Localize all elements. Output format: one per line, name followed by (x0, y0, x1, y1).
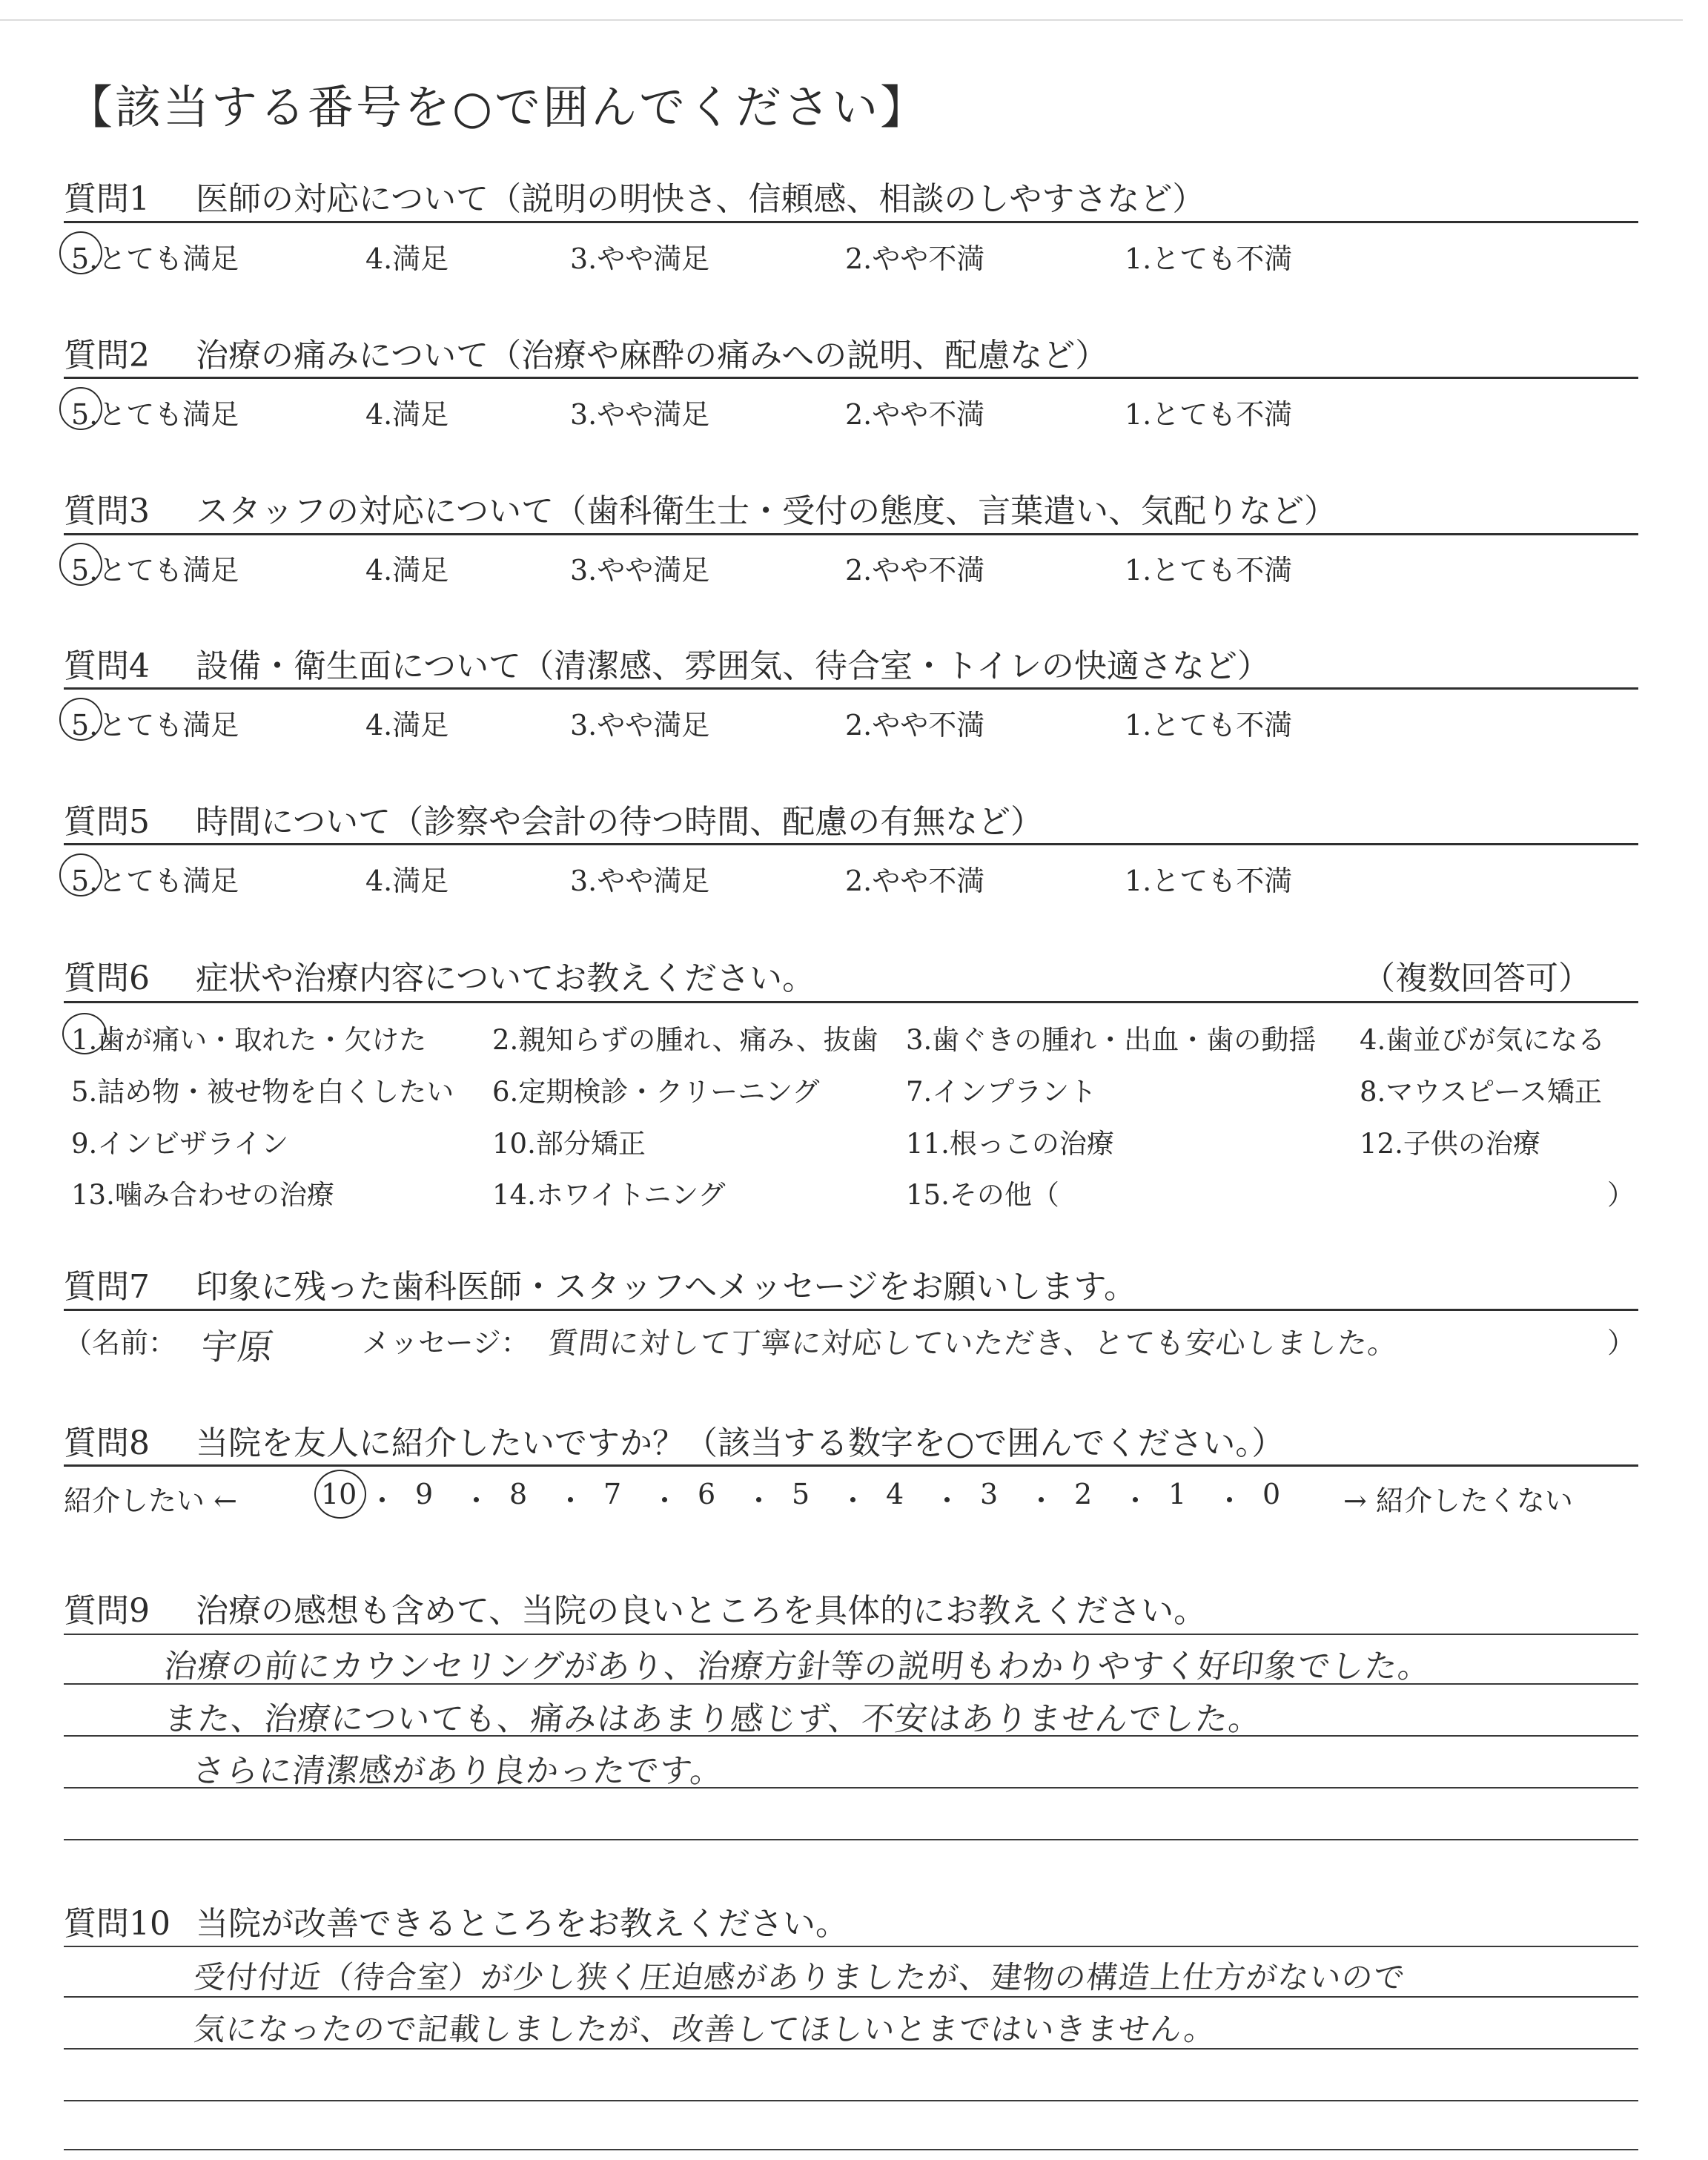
question-7-title (64, 1260, 1136, 1307)
q8-scale-separator: ・ (1215, 1484, 1244, 1517)
question-4-number: 質問4 (64, 647, 150, 685)
q2-option-1[interactable]: 1.とても不満 (1125, 398, 1293, 431)
q3-option-5[interactable]: 5.とても満足 (71, 554, 239, 587)
q6-item-4[interactable]: 4.歯並びが気になる (1360, 1024, 1606, 1056)
question-1-number: 質問1 (64, 180, 150, 218)
q4-option-5[interactable]: 5.とても満足 (71, 709, 239, 742)
q1-option-2[interactable]: 2.やや不満 (845, 242, 985, 275)
q8-scale-separator: ・ (744, 1484, 773, 1517)
q2-option-4[interactable]: 4.満足 (365, 398, 449, 431)
q4-option-3[interactable]: 3.やや満足 (570, 709, 710, 742)
top-edge-line (0, 19, 1683, 21)
q6-item-12[interactable]: 12.子供の治療 (1360, 1128, 1540, 1160)
question-2-title (64, 328, 1108, 376)
question-6-number: 質問6 (64, 960, 150, 997)
question-9-title (64, 1584, 1206, 1631)
question-3-text: スタッフの対応について（歯科衛生士・受付の態度、言葉遣い、気配りなど） (196, 492, 1337, 530)
q9-answer-line-1[interactable]: 治療の前にカウンセリングがあり、治療方針等の説明もわかりやすく好印象でした。 (162, 1648, 1434, 1685)
q8-left-label: 紹介したい ← (64, 1484, 237, 1517)
q6-item-8[interactable]: 8.マウスピース矯正 (1360, 1076, 1602, 1108)
q8-scale-value-5[interactable]: 5 (792, 1478, 810, 1510)
question-2-number: 質問2 (64, 337, 150, 374)
q3-option-1[interactable]: 1.とても不満 (1125, 554, 1293, 587)
question-8-number: 質問8 (64, 1424, 150, 1462)
question-10-number: 質問10 (64, 1905, 171, 1943)
q10-line-5 (64, 2149, 1638, 2150)
q7-name-handwritten[interactable]: 宇原 (199, 1327, 277, 1368)
q10-answer-line-2[interactable]: 気になったので記載しましたが、改善してほしいとまではいきません。 (192, 2011, 1218, 2047)
question-8-text: 当院を友人に紹介したいですか？（該当する数字を○で囲んでください。） (196, 1424, 1285, 1462)
question-10-title (64, 1897, 848, 1944)
question-3-rule (64, 533, 1638, 535)
q6-item-9[interactable]: 9.インビザライン (71, 1128, 289, 1160)
q8-right-label: → 紹介したくない (1343, 1484, 1573, 1517)
q7-close-paren: ） (1607, 1327, 1636, 1359)
question-4-text: 設備・衛生面について（清潔感、雰囲気、待合室・トイレの快適さなど） (196, 647, 1270, 685)
q9-answer-line-2[interactable]: また、治療についても、痛みはあまり感じず、不安はありませんでした。 (162, 1700, 1264, 1738)
question-4-title (64, 639, 1270, 687)
question-7-text: 印象に残った歯科医師・スタッフへメッセージをお願いします。 (196, 1268, 1136, 1306)
question-1-rule (64, 221, 1638, 223)
q7-name-label: （名前： (64, 1327, 177, 1359)
question-4-rule (64, 687, 1638, 690)
q1-option-3[interactable]: 3.やや満足 (570, 242, 710, 275)
q6-item-7[interactable]: 7.インプラント (906, 1076, 1097, 1108)
q3-option-3[interactable]: 3.やや満足 (570, 554, 710, 587)
q8-scale-separator: ・ (1027, 1484, 1056, 1517)
q6-item-2[interactable]: 2.親知らずの腫れ、痛み、抜歯 (492, 1024, 878, 1056)
q8-scale-value-10[interactable]: 10 (321, 1478, 357, 1510)
q8-scale-value-2[interactable]: 2 (1074, 1478, 1093, 1510)
q5-option-1[interactable]: 1.とても不満 (1125, 865, 1293, 897)
q1-option-4[interactable]: 4.満足 (365, 242, 449, 275)
q5-option-3[interactable]: 3.やや満足 (570, 865, 710, 897)
question-9-number: 質問9 (64, 1592, 150, 1630)
q6-item-15[interactable]: 15.その他（ (906, 1179, 1059, 1211)
q9-line-5 (64, 1839, 1638, 1840)
question-5-rule (64, 843, 1638, 845)
q8-scale-value-3[interactable]: 3 (980, 1478, 999, 1510)
q10-line-1 (64, 1946, 1638, 1947)
q5-option-2[interactable]: 2.やや不満 (845, 865, 985, 897)
q6-item-14[interactable]: 14.ホワイトニング (492, 1179, 726, 1211)
q6-item-6[interactable]: 6.定期検診・クリーニング (492, 1076, 820, 1108)
q3-option-2[interactable]: 2.やや不満 (845, 554, 985, 587)
q6-item-5[interactable]: 5.詰め物・被せ物を白くしたい (71, 1076, 454, 1108)
q10-line-4 (64, 2100, 1638, 2101)
q8-scale-separator: ・ (556, 1484, 585, 1517)
page-title: 【該当する番号を○で囲んでください】 (67, 80, 929, 134)
question-5-number: 質問5 (64, 803, 150, 841)
question-6-text: 症状や治療内容についてお教えください。 (196, 960, 815, 997)
q4-option-1[interactable]: 1.とても不満 (1125, 709, 1293, 742)
q4-option-4[interactable]: 4.満足 (365, 709, 449, 742)
q8-scale-value-1[interactable]: 1 (1168, 1478, 1187, 1510)
question-5-title (64, 795, 1043, 842)
question-6-multiple-note: （複数回答可） (1363, 960, 1591, 997)
q8-scale-separator: ・ (368, 1484, 397, 1517)
question-3-number: 質問3 (64, 492, 150, 530)
q8-scale-value-4[interactable]: 4 (886, 1478, 904, 1510)
q6-item-15-close-paren: ） (1607, 1179, 1635, 1211)
q7-message-handwritten[interactable]: 質問に対して丁寧に対応していただき、とても安心しました。 (546, 1327, 1400, 1361)
q8-scale-value-7[interactable]: 7 (603, 1478, 622, 1510)
q8-scale-separator: ・ (462, 1484, 491, 1517)
q3-option-4[interactable]: 4.満足 (365, 554, 449, 587)
question-9-text: 治療の感想も含めて、当院の良いところを具体的にお教えください。 (196, 1592, 1207, 1630)
q8-scale-value-0[interactable]: 0 (1262, 1478, 1281, 1510)
question-8-rule (64, 1464, 1638, 1467)
q6-item-11[interactable]: 11.根っこの治療 (906, 1128, 1114, 1160)
question-1-text: 医師の対応について（説明の明快さ、信頼感、相談のしやすさなど） (196, 180, 1205, 218)
q10-answer-line-1[interactable]: 受付付近（待合室）が少し狭く圧迫感がありましたが、建物の構造上仕方がないので (192, 1959, 1408, 1995)
q8-scale-value-6[interactable]: 6 (698, 1478, 716, 1510)
q7-message-label: メッセージ： (362, 1327, 529, 1359)
question-3-title (64, 484, 1337, 532)
q8-scale-separator: ・ (838, 1484, 867, 1517)
q8-scale-separator: ・ (933, 1484, 961, 1517)
q8-scale-value-9[interactable]: 9 (415, 1478, 434, 1510)
q6-item-13[interactable]: 13.噛み合わせの治療 (71, 1179, 334, 1211)
q2-option-3[interactable]: 3.やや満足 (570, 398, 710, 431)
q8-scale-separator: ・ (1121, 1484, 1150, 1517)
q6-item-3[interactable]: 3.歯ぐきの腫れ・出血・歯の動揺 (906, 1024, 1317, 1056)
question-7-rule (64, 1309, 1638, 1311)
question-1-title (64, 172, 1205, 219)
q6-item-1[interactable]: 1.歯が痛い・取れた・欠けた (71, 1024, 427, 1056)
q9-answer-line-3[interactable]: さらに清潔感があり良かったです。 (190, 1752, 726, 1790)
question-2-text: 治療の痛みについて（治療や麻酔の痛みへの説明、配慮など） (196, 337, 1108, 374)
q1-option-5[interactable]: 5.とても満足 (71, 242, 239, 275)
q2-option-5[interactable]: 5.とても満足 (71, 398, 239, 431)
q8-scale-separator: ・ (650, 1484, 679, 1517)
q9-line-1 (64, 1634, 1638, 1635)
question-2-rule (64, 377, 1638, 379)
q4-option-2[interactable]: 2.やや不満 (845, 709, 985, 742)
question-10-text: 当院が改善できるところをお教えください。 (196, 1905, 848, 1943)
q1-option-1[interactable]: 1.とても不満 (1125, 242, 1293, 275)
q5-option-4[interactable]: 4.満足 (365, 865, 449, 897)
q5-option-5[interactable]: 5.とても満足 (71, 865, 239, 897)
question-5-text: 時間について（診察や会計の待つ時間、配慮の有無など） (196, 803, 1044, 841)
question-6-title (64, 951, 815, 999)
q2-option-2[interactable]: 2.やや不満 (845, 398, 985, 431)
q8-scale-value-8[interactable]: 8 (509, 1478, 528, 1510)
question-6-rule (64, 1001, 1638, 1003)
q6-item-10[interactable]: 10.部分矯正 (492, 1128, 646, 1160)
question-7-number: 質問7 (64, 1268, 150, 1306)
question-8-title (64, 1416, 1284, 1464)
